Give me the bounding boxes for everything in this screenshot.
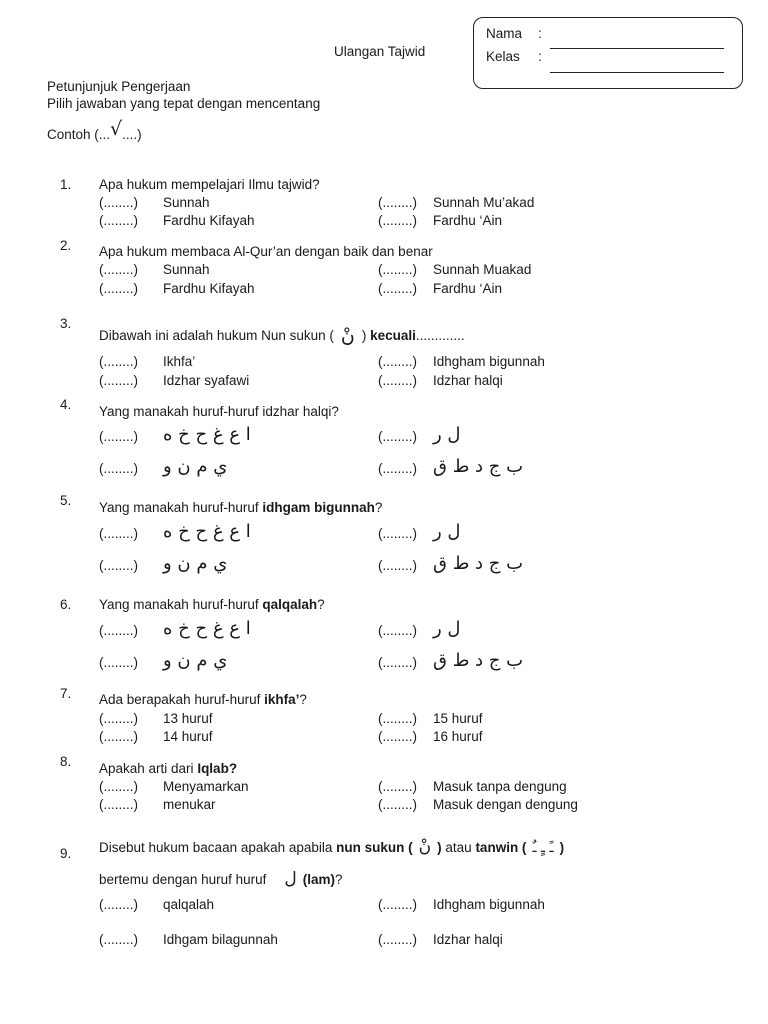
question-2-option-3-label: Fardhu Kifayah — [163, 281, 255, 296]
question-7-text — [99, 692, 307, 707]
question-5-text-before: Yang manakah huruf-huruf — [99, 500, 263, 515]
question-3-option-4-checkbox[interactable]: (........) — [378, 373, 417, 388]
question-9-text-a: Disebut hukum bacaan apakah apabila — [99, 840, 337, 855]
question-1-option-2-label: Sunnah Mu’akad — [433, 195, 535, 210]
question-3-bold: kecuali — [370, 328, 416, 343]
question-5-number: 5. — [60, 493, 72, 508]
question-4-option-1-checkbox[interactable]: (........) — [99, 429, 138, 444]
question-1-option-4-checkbox[interactable]: (........) — [378, 213, 417, 228]
question-9-number: 9. — [60, 846, 72, 861]
question-7-text-after: ? — [299, 692, 307, 707]
question-4-number: 4. — [60, 397, 72, 412]
question-8-option-1-label: Menyamarkan — [163, 779, 249, 794]
question-5-option-4-checkbox[interactable]: (........) — [378, 558, 417, 573]
question-1-option-4-label: Fardhu ‘Ain — [433, 213, 503, 228]
question-9-text — [99, 837, 564, 857]
question-6-bold: qalqalah — [262, 597, 318, 612]
question-3-text-before: Dibawah ini adalah hukum Nun sukun ( — [99, 328, 334, 343]
question-8-option-2-checkbox[interactable]: (........) — [378, 779, 417, 794]
question-5-option-2-checkbox[interactable]: (........) — [378, 526, 417, 541]
question-3-option-2-checkbox[interactable]: (........) — [378, 354, 417, 369]
question-9-option-4-checkbox[interactable]: (........) — [378, 932, 417, 947]
question-9-bold-nun: nun sukun ( — [336, 840, 413, 855]
question-4-option-3-label: ي م ن و — [163, 456, 228, 477]
question-9-bold-close1: ) — [437, 840, 442, 855]
question-4-option-2-label: ل ر — [433, 424, 461, 445]
question-6-option-1-label: ا ع غ ح خ ه — [163, 618, 251, 639]
question-7-option-2-label: 15 huruf — [433, 711, 483, 726]
question-3-option-1-checkbox[interactable]: (........) — [99, 354, 138, 369]
question-9-bold-lam: (lam) — [302, 872, 335, 887]
question-4-option-4-label: ب ج د ط ق — [433, 456, 524, 477]
question-7-text-before: Ada berapakah huruf-huruf — [99, 692, 265, 707]
question-3-number: 3. — [60, 316, 72, 331]
question-2-text: Apa hukum membaca Al-Qur’an dengan baik dan benar — [99, 244, 433, 259]
question-9-text-line2 — [99, 869, 343, 889]
question-7-option-3-label: 14 huruf — [163, 729, 213, 744]
question-8-number: 8. — [60, 754, 72, 769]
question-8-text-before: Apakah arti dari — [99, 761, 198, 776]
check-icon: √ — [110, 118, 123, 140]
question-1-option-2-checkbox[interactable]: (........) — [378, 195, 417, 210]
question-9-text-line2-c: ? — [335, 872, 343, 887]
instructions-line: Pilih jawaban yang tepat dengan mencentang — [47, 96, 321, 111]
question-4-option-3-checkbox[interactable]: (........) — [99, 461, 138, 476]
question-9-text-d: atau — [441, 840, 476, 855]
question-9-bold-close2: ) — [559, 840, 565, 855]
example-line — [47, 118, 142, 144]
question-3-text — [99, 323, 465, 345]
question-2-option-2-label: Sunnah Muakad — [433, 262, 532, 277]
question-6-option-3-label: ي م ن و — [163, 650, 228, 671]
question-6-number: 6. — [60, 597, 72, 612]
question-1-text: Apa hukum mempelajari Ilmu tajwid? — [99, 177, 320, 192]
question-7-option-4-checkbox[interactable]: (........) — [378, 729, 417, 744]
question-6-option-2-label: ل ر — [433, 618, 461, 639]
question-6-text — [99, 597, 325, 612]
question-9-option-1-checkbox[interactable]: (........) — [99, 897, 138, 912]
question-7-option-1-checkbox[interactable]: (........) — [99, 711, 138, 726]
nama-colon: : — [538, 26, 542, 41]
question-5-option-1-label: ا ع غ ح خ ه — [163, 521, 251, 542]
question-4-option-2-checkbox[interactable]: (........) — [378, 429, 417, 444]
question-5-bold: idhgam bigunnah — [262, 500, 375, 515]
question-1-option-3-label: Fardhu Kifayah — [163, 213, 255, 228]
question-3-option-1-label: Ikhfa’ — [163, 354, 196, 369]
question-3-dots: ............. — [415, 328, 465, 343]
question-4-text: Yang manakah huruf-huruf idzhar halqi? — [99, 404, 339, 419]
question-7-option-1-label: 13 huruf — [163, 711, 213, 726]
example-prefix: Contoh (... — [47, 127, 111, 142]
question-5-option-3-label: ي م ن و — [163, 553, 228, 574]
question-3-option-3-checkbox[interactable]: (........) — [99, 373, 138, 388]
question-8-option-4-label: Masuk dengan dengung — [433, 797, 578, 812]
question-8-option-1-checkbox[interactable]: (........) — [99, 779, 138, 794]
question-7-option-4-label: 16 huruf — [433, 729, 483, 744]
question-3-option-2-label: Idhgham bigunnah — [433, 354, 545, 369]
page-title: Ulangan Tajwid — [334, 44, 426, 59]
question-5-text-after: ? — [374, 500, 383, 515]
question-4-option-1-label: ا ع غ ح خ ه — [163, 424, 251, 445]
question-3-option-4-label: Idzhar halqi — [433, 373, 503, 388]
question-8-option-4-checkbox[interactable]: (........) — [378, 797, 417, 812]
question-5-option-4-label: ب ج د ط ق — [433, 553, 524, 574]
question-9-option-3-checkbox[interactable]: (........) — [99, 932, 138, 947]
kelas-colon: : — [538, 49, 542, 64]
question-9-bold-tanwin: tanwin ( — [475, 840, 527, 855]
question-2-option-3-checkbox[interactable]: (........) — [99, 281, 138, 296]
question-6-text-before: Yang manakah huruf-huruf — [99, 597, 263, 612]
question-2-option-2-checkbox[interactable]: (........) — [378, 262, 417, 277]
question-8-option-3-checkbox[interactable]: (........) — [99, 797, 138, 812]
question-5-option-3-checkbox[interactable]: (........) — [99, 558, 138, 573]
question-8-text — [99, 761, 237, 776]
question-3-text-after: ) — [361, 328, 367, 343]
question-8-option-2-label: Masuk tanpa dengung — [433, 779, 567, 794]
question-1-option-1-label: Sunnah — [163, 195, 210, 210]
question-5-option-1-checkbox[interactable]: (........) — [99, 526, 138, 541]
question-1-option-1-checkbox[interactable]: (........) — [99, 195, 138, 210]
question-1-number: 1. — [60, 177, 72, 192]
nama-label: Nama — [486, 26, 523, 41]
question-6-option-4-checkbox[interactable]: (........) — [378, 655, 417, 670]
name-class-box — [473, 17, 743, 89]
question-2-option-4-label: Fardhu ‘Ain — [433, 281, 503, 296]
kelas-label: Kelas — [486, 49, 520, 64]
question-3-option-3-label: Idzhar syafawi — [163, 373, 250, 388]
question-2-option-1-checkbox[interactable]: (........) — [99, 262, 138, 277]
question-7-bold: ikhfa’ — [264, 692, 300, 707]
question-5-option-2-label: ل ر — [433, 521, 461, 542]
question-9-arabic-lam: ل — [284, 869, 297, 889]
question-9-option-3-label: Idhgam bilagunnah — [163, 932, 278, 947]
question-9-option-2-checkbox[interactable]: (........) — [378, 897, 417, 912]
question-5-text — [99, 500, 382, 515]
question-7-option-3-checkbox[interactable]: (........) — [99, 729, 138, 744]
question-8-bold: Iqlab? — [197, 761, 238, 776]
question-7-number: 7. — [60, 686, 72, 701]
question-9-arabic-tanwin: ـً ـٍ ـٌ — [532, 840, 554, 856]
question-2-option-4-checkbox[interactable]: (........) — [378, 281, 417, 296]
question-4-option-4-checkbox[interactable]: (........) — [378, 461, 417, 476]
question-6-text-after: ? — [317, 597, 325, 612]
question-1-option-3-checkbox[interactable]: (........) — [99, 213, 138, 228]
question-9-text-line2-a: bertemu dengan huruf huruf — [99, 872, 267, 887]
question-9-option-2-label: Idhgham bigunnah — [433, 897, 545, 912]
question-9-option-1-label: qalqalah — [163, 897, 215, 912]
question-2-number: 2. — [60, 238, 72, 253]
question-9-option-4-label: Idzhar halqi — [433, 932, 503, 947]
kelas-line[interactable] — [550, 72, 724, 73]
instructions-heading: Petunjunjuk Pengerjaan — [47, 79, 191, 94]
question-6-option-1-checkbox[interactable]: (........) — [99, 623, 138, 638]
question-6-option-2-checkbox[interactable]: (........) — [378, 623, 417, 638]
question-3-arabic: نْ — [340, 325, 355, 347]
question-2-option-1-label: Sunnah — [163, 262, 210, 277]
question-9-arabic-nun: نْ — [418, 837, 432, 857]
example-suffix: ....) — [122, 127, 142, 142]
nama-line[interactable] — [550, 48, 724, 49]
question-6-option-3-checkbox[interactable]: (........) — [99, 655, 138, 670]
question-6-option-4-label: ب ج د ط ق — [433, 650, 524, 671]
question-7-option-2-checkbox[interactable]: (........) — [378, 711, 417, 726]
question-8-option-3-label: menukar — [163, 797, 216, 812]
